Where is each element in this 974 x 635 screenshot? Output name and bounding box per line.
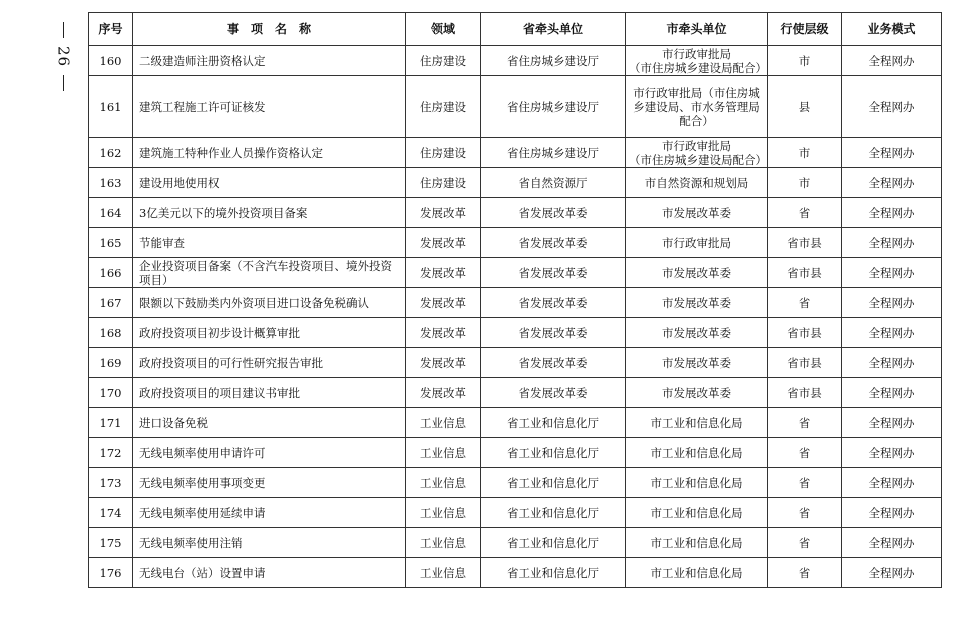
cell-no: 174 — [89, 498, 133, 528]
cell-field: 发展改革 — [406, 318, 481, 348]
cell-city-lead: 市工业和信息化局 — [626, 528, 768, 558]
cell-mode: 全程网办 — [842, 168, 942, 198]
cell-no: 171 — [89, 408, 133, 438]
cell-mode: 全程网办 — [842, 138, 942, 168]
cell-city-lead: 市工业和信息化局 — [626, 498, 768, 528]
cell-city-lead: 市工业和信息化局 — [626, 408, 768, 438]
cell-mode: 全程网办 — [842, 318, 942, 348]
cell-level: 市 — [768, 46, 842, 76]
cell-mode: 全程网办 — [842, 498, 942, 528]
cell-city-lead: 市工业和信息化局 — [626, 468, 768, 498]
header-city-lead: 市牵头单位 — [626, 13, 768, 46]
cell-level: 省 — [768, 528, 842, 558]
table-row — [89, 438, 942, 468]
cell-field: 住房建设 — [406, 168, 481, 198]
cell-name: 无线电频率使用延续申请 — [133, 498, 406, 528]
cell-city-lead: 市发展改革委 — [626, 198, 768, 228]
table-row — [89, 46, 942, 76]
cell-name: 无线电频率使用申请许可 — [133, 438, 406, 468]
table-row — [89, 348, 942, 378]
cell-prov-lead: 省发展改革委 — [481, 228, 626, 258]
cell-field: 住房建设 — [406, 138, 481, 168]
cell-level: 省 — [768, 438, 842, 468]
table-row — [89, 558, 942, 588]
cell-prov-lead: 省发展改革委 — [481, 288, 626, 318]
table-row — [89, 378, 942, 408]
table-row — [89, 468, 942, 498]
table-row — [89, 288, 942, 318]
cell-city-lead: 市发展改革委 — [626, 348, 768, 378]
cell-no: 165 — [89, 228, 133, 258]
cell-city-lead: 市工业和信息化局 — [626, 558, 768, 588]
cell-name: 节能审查 — [133, 228, 406, 258]
table-row — [89, 318, 942, 348]
table-row — [89, 228, 942, 258]
cell-mode: 全程网办 — [842, 288, 942, 318]
cell-level: 省 — [768, 498, 842, 528]
cell-level: 省 — [768, 198, 842, 228]
page-number-dash-top — [63, 22, 64, 38]
cell-field: 发展改革 — [406, 258, 481, 288]
cell-level: 省 — [768, 468, 842, 498]
cell-prov-lead: 省工业和信息化厅 — [481, 408, 626, 438]
cell-mode: 全程网办 — [842, 558, 942, 588]
cell-name: 限额以下鼓励类内外资项目进口设备免税确认 — [133, 288, 406, 318]
cell-prov-lead: 省工业和信息化厅 — [481, 498, 626, 528]
cell-level: 省市县 — [768, 378, 842, 408]
cell-field: 工业信息 — [406, 498, 481, 528]
cell-city-lead: 市发展改革委 — [626, 288, 768, 318]
table-row — [89, 198, 942, 228]
table-row — [89, 258, 942, 288]
cell-field: 发展改革 — [406, 228, 481, 258]
cell-city-lead: 市行政审批局 （市住房城乡建设局配合） — [626, 46, 768, 76]
cell-mode: 全程网办 — [842, 76, 942, 138]
cell-prov-lead: 省发展改革委 — [481, 318, 626, 348]
cell-prov-lead: 省工业和信息化厅 — [481, 438, 626, 468]
cell-name: 政府投资项目的项目建议书审批 — [133, 378, 406, 408]
cell-no: 160 — [89, 46, 133, 76]
cell-prov-lead: 省工业和信息化厅 — [481, 558, 626, 588]
cell-field: 住房建设 — [406, 76, 481, 138]
header-mode: 业务模式 — [842, 13, 942, 46]
cell-prov-lead: 省住房城乡建设厅 — [481, 138, 626, 168]
cell-mode: 全程网办 — [842, 408, 942, 438]
cell-level: 省 — [768, 558, 842, 588]
cell-name: 进口设备免税 — [133, 408, 406, 438]
cell-name: 无线电频率使用注销 — [133, 528, 406, 558]
matters-table — [88, 12, 942, 588]
cell-city-lead: 市行政审批局 （市住房城乡建设局配合） — [626, 138, 768, 168]
table-body — [89, 46, 942, 588]
cell-no: 170 — [89, 378, 133, 408]
cell-city-lead: 市发展改革委 — [626, 258, 768, 288]
cell-field: 工业信息 — [406, 468, 481, 498]
cell-no: 168 — [89, 318, 133, 348]
table-row — [89, 498, 942, 528]
cell-name: 建设用地使用权 — [133, 168, 406, 198]
cell-no: 173 — [89, 468, 133, 498]
cell-name: 建筑工程施工许可证核发 — [133, 76, 406, 138]
cell-mode: 全程网办 — [842, 46, 942, 76]
cell-prov-lead: 省发展改革委 — [481, 378, 626, 408]
table-header-row — [89, 13, 942, 46]
cell-level: 省 — [768, 288, 842, 318]
cell-city-lead: 市自然资源和规划局 — [626, 168, 768, 198]
cell-prov-lead: 省自然资源厅 — [481, 168, 626, 198]
cell-field: 发展改革 — [406, 378, 481, 408]
cell-no: 163 — [89, 168, 133, 198]
cell-city-lead: 市发展改革委 — [626, 378, 768, 408]
cell-level: 市 — [768, 168, 842, 198]
cell-name: 3亿美元以下的境外投资项目备案 — [133, 198, 406, 228]
table-row — [89, 76, 942, 138]
cell-prov-lead: 省住房城乡建设厅 — [481, 76, 626, 138]
cell-prov-lead: 省发展改革委 — [481, 258, 626, 288]
cell-mode: 全程网办 — [842, 228, 942, 258]
cell-prov-lead: 省发展改革委 — [481, 198, 626, 228]
cell-no: 164 — [89, 198, 133, 228]
cell-name: 政府投资项目初步设计概算审批 — [133, 318, 406, 348]
cell-mode: 全程网办 — [842, 438, 942, 468]
cell-field: 工业信息 — [406, 408, 481, 438]
cell-level: 省市县 — [768, 258, 842, 288]
cell-name: 无线电台（站）设置申请 — [133, 558, 406, 588]
cell-level: 省市县 — [768, 318, 842, 348]
header-no: 序号 — [89, 13, 133, 46]
header-field: 领域 — [406, 13, 481, 46]
cell-mode: 全程网办 — [842, 348, 942, 378]
cell-no: 161 — [89, 76, 133, 138]
cell-level: 省 — [768, 408, 842, 438]
table-row — [89, 528, 942, 558]
table-row — [89, 408, 942, 438]
header-level: 行使层级 — [768, 13, 842, 46]
table-row — [89, 168, 942, 198]
cell-field: 发展改革 — [406, 288, 481, 318]
cell-name: 建筑施工特种作业人员操作资格认定 — [133, 138, 406, 168]
cell-city-lead: 市工业和信息化局 — [626, 438, 768, 468]
table-row — [89, 138, 942, 168]
cell-name: 二级建造师注册资格认定 — [133, 46, 406, 76]
cell-city-lead: 市行政审批局（市住房城乡建设局、市水务管理局配合） — [626, 76, 768, 138]
cell-no: 169 — [89, 348, 133, 378]
header-prov-lead: 省牵头单位 — [481, 13, 626, 46]
cell-field: 工业信息 — [406, 438, 481, 468]
cell-mode: 全程网办 — [842, 258, 942, 288]
cell-field: 工业信息 — [406, 528, 481, 558]
cell-no: 175 — [89, 528, 133, 558]
cell-mode: 全程网办 — [842, 378, 942, 408]
cell-prov-lead: 省工业和信息化厅 — [481, 468, 626, 498]
cell-level: 县 — [768, 76, 842, 138]
cell-no: 176 — [89, 558, 133, 588]
page-number-dash-bottom — [63, 75, 64, 91]
cell-prov-lead: 省发展改革委 — [481, 348, 626, 378]
cell-no: 166 — [89, 258, 133, 288]
cell-prov-lead: 省工业和信息化厅 — [481, 528, 626, 558]
cell-level: 省市县 — [768, 348, 842, 378]
cell-level: 省市县 — [768, 228, 842, 258]
cell-mode: 全程网办 — [842, 198, 942, 228]
cell-prov-lead: 省住房城乡建设厅 — [481, 46, 626, 76]
cell-name: 政府投资项目的可行性研究报告审批 — [133, 348, 406, 378]
cell-field: 住房建设 — [406, 46, 481, 76]
cell-no: 172 — [89, 438, 133, 468]
cell-mode: 全程网办 — [842, 468, 942, 498]
cell-no: 167 — [89, 288, 133, 318]
cell-city-lead: 市行政审批局 — [626, 228, 768, 258]
page-number — [52, 22, 74, 91]
cell-name: 企业投资项目备案（不含汽车投资项目、境外投资项目） — [133, 258, 406, 288]
page-number-value: 26 — [54, 46, 73, 68]
cell-field: 发展改革 — [406, 348, 481, 378]
cell-field: 工业信息 — [406, 558, 481, 588]
cell-no: 162 — [89, 138, 133, 168]
cell-city-lead: 市发展改革委 — [626, 318, 768, 348]
cell-name: 无线电频率使用事项变更 — [133, 468, 406, 498]
cell-mode: 全程网办 — [842, 528, 942, 558]
cell-field: 发展改革 — [406, 198, 481, 228]
cell-level: 市 — [768, 138, 842, 168]
header-name: 事 项 名 称 — [133, 13, 406, 46]
